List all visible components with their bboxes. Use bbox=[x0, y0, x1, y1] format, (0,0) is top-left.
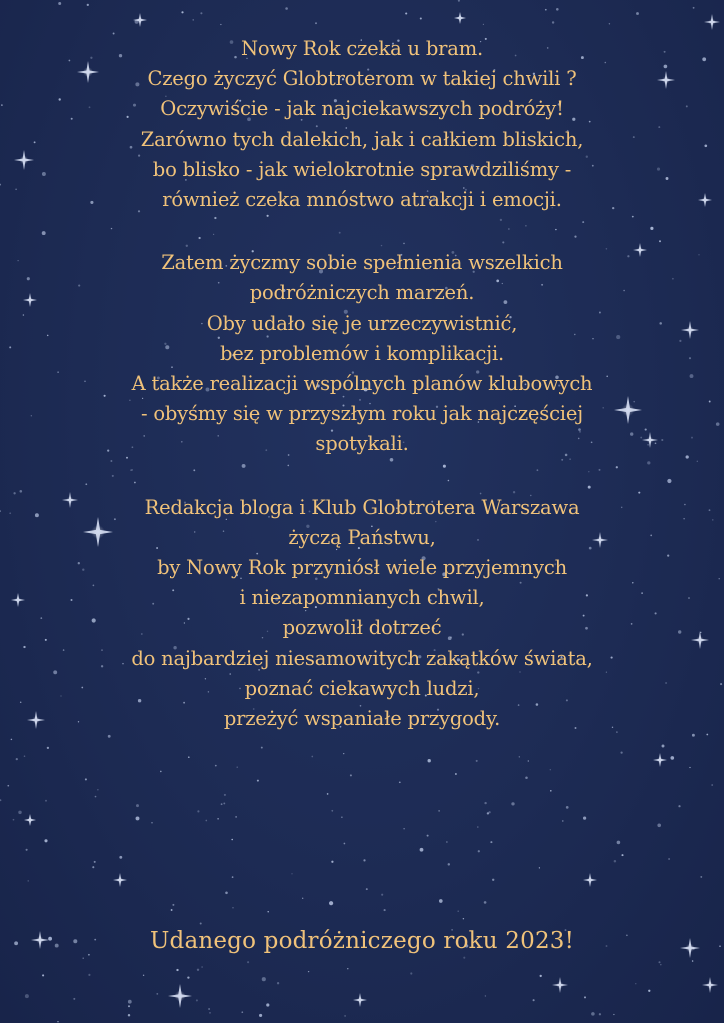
star-dot bbox=[438, 810, 439, 811]
star-dot bbox=[599, 1013, 601, 1015]
star-dot bbox=[172, 904, 174, 906]
star-dot bbox=[384, 909, 386, 911]
star-dot bbox=[552, 21, 554, 23]
star-dot bbox=[583, 817, 586, 820]
text-line: do najbardziej niesamowitych zakątków świata, bbox=[131, 646, 593, 670]
star-dot bbox=[94, 861, 96, 863]
star-dot bbox=[266, 1003, 269, 1006]
star-dot bbox=[241, 1011, 243, 1013]
star-dot bbox=[232, 876, 234, 878]
star-dot bbox=[11, 739, 13, 741]
star-dot bbox=[220, 24, 221, 25]
text-line: bez problemów i komplikacji. bbox=[219, 341, 505, 365]
star-dot bbox=[217, 818, 219, 820]
star-dot bbox=[458, 0, 460, 2]
sparkle-star-icon bbox=[653, 753, 667, 767]
star-dot bbox=[609, 23, 610, 24]
star-dot bbox=[439, 899, 443, 903]
star-dot bbox=[366, 888, 368, 890]
star-dot bbox=[16, 758, 18, 760]
star-dot bbox=[540, 975, 542, 977]
star-dot bbox=[156, 993, 158, 995]
star-dot bbox=[92, 866, 94, 868]
star-dot bbox=[556, 8, 559, 11]
text-line: Nowy Rok czeka u bram. bbox=[241, 37, 483, 60]
star-dot bbox=[621, 854, 623, 856]
star-dot bbox=[291, 873, 292, 874]
star-dot bbox=[678, 805, 680, 807]
star-dot bbox=[457, 910, 458, 911]
text-line: bo blisko - jak wielokrotnie sprawdziliśmy - bbox=[152, 157, 572, 181]
star-dot bbox=[485, 995, 486, 996]
star-dot bbox=[97, 789, 98, 790]
closing-wish: Udanego podróżniczego roku 2023! bbox=[149, 928, 575, 954]
star-dot bbox=[267, 911, 268, 912]
star-dot bbox=[45, 800, 47, 802]
text-line: Zatem życzmy sobie spełnienia wszelkich bbox=[161, 251, 563, 275]
star-dot bbox=[151, 822, 152, 823]
star-dot bbox=[18, 811, 21, 814]
text-line: poznać ciekawych ludzi, bbox=[244, 676, 480, 700]
star-dot bbox=[620, 751, 622, 753]
star-dot bbox=[87, 4, 89, 6]
sparkle-star-icon bbox=[552, 977, 568, 993]
star-dot bbox=[231, 839, 233, 841]
star-dot bbox=[670, 756, 674, 760]
star-dot bbox=[119, 856, 122, 859]
star-dot bbox=[550, 769, 551, 770]
star-dot bbox=[95, 796, 97, 798]
sparkle-star-icon bbox=[704, 14, 720, 30]
star-dot bbox=[193, 19, 194, 20]
star-dot bbox=[420, 848, 424, 852]
star-dot bbox=[484, 802, 486, 804]
text-line: pozwolił dotrzeć bbox=[282, 616, 442, 640]
star-dot bbox=[476, 760, 478, 762]
paragraph-1 bbox=[0, 34, 724, 215]
star-dot bbox=[47, 747, 49, 749]
sparkle-star-icon bbox=[583, 873, 597, 887]
text-line: Zarówno tych dalekich, jak i całkiem bliskich, bbox=[140, 127, 584, 151]
star-dot bbox=[259, 1014, 262, 1017]
star-dot bbox=[562, 820, 563, 821]
sparkle-star-icon bbox=[113, 873, 127, 887]
star-dot bbox=[225, 892, 228, 895]
star-dot bbox=[315, 22, 317, 24]
text-line: przeżyć wspaniałe przygody. bbox=[223, 707, 501, 731]
star-dot bbox=[484, 901, 487, 904]
sparkle-star-icon bbox=[454, 12, 466, 24]
star-dot bbox=[176, 969, 178, 971]
star-dot bbox=[617, 841, 621, 845]
sparkle-star-icon bbox=[353, 993, 367, 1007]
star-dot bbox=[700, 876, 702, 878]
greeting-text bbox=[0, 34, 724, 734]
star-dot bbox=[636, 12, 639, 15]
star-dot bbox=[24, 755, 26, 757]
star-dot bbox=[591, 1012, 595, 1016]
star-dot bbox=[262, 977, 266, 981]
star-dot bbox=[88, 974, 90, 976]
star-dot bbox=[711, 784, 713, 786]
star-dot bbox=[209, 1012, 210, 1013]
star-dot bbox=[662, 745, 665, 748]
sparkle-star-icon bbox=[702, 977, 718, 993]
star-dot bbox=[344, 843, 346, 845]
text-line: - obyśmy się w przyszłym roku jak najczęściej bbox=[140, 402, 584, 426]
star-dot bbox=[635, 983, 636, 984]
paragraph-2 bbox=[0, 248, 724, 459]
star-dot bbox=[28, 880, 29, 881]
star-dot bbox=[235, 816, 237, 818]
star-dot bbox=[344, 1015, 346, 1017]
paragraph-3 bbox=[0, 493, 724, 735]
star-dot bbox=[128, 1014, 130, 1016]
star-dot bbox=[171, 909, 173, 911]
star-dot bbox=[221, 803, 223, 805]
star-dot bbox=[478, 850, 480, 852]
star-dot bbox=[143, 975, 144, 976]
star-dot bbox=[566, 806, 569, 809]
star-dot bbox=[539, 867, 540, 868]
star-dot bbox=[188, 756, 190, 758]
star-dot bbox=[519, 756, 520, 757]
star-dot bbox=[363, 859, 365, 861]
star-dot bbox=[455, 773, 457, 775]
star-dot bbox=[420, 17, 422, 19]
star-dot bbox=[492, 879, 494, 881]
star-dot bbox=[223, 802, 225, 804]
star-dot bbox=[463, 918, 464, 919]
star-dot bbox=[329, 901, 333, 905]
star-dot bbox=[108, 735, 111, 738]
star-dot bbox=[657, 823, 661, 827]
star-dot bbox=[73, 998, 75, 1000]
text-line: życzą Państwu, bbox=[288, 525, 436, 549]
star-dot bbox=[403, 828, 404, 829]
sparkle-star-icon bbox=[168, 984, 192, 1008]
sparkle-star-icon bbox=[133, 13, 147, 27]
star-dot bbox=[689, 767, 690, 768]
star-dot bbox=[160, 771, 162, 773]
star-dot bbox=[201, 966, 203, 968]
text-line: spotykali. bbox=[315, 432, 409, 456]
star-dot bbox=[448, 863, 450, 865]
text-line: by Nowy Rok przyniósł wiele przyjemnych bbox=[157, 556, 567, 580]
star-dot bbox=[237, 767, 238, 768]
paragraph-gap bbox=[0, 460, 724, 493]
star-dot bbox=[58, 2, 61, 5]
star-dot bbox=[350, 774, 352, 776]
star-dot bbox=[525, 777, 528, 780]
star-dot bbox=[247, 961, 249, 963]
star-dot bbox=[331, 810, 333, 812]
star-dot bbox=[658, 961, 660, 963]
star-dot bbox=[428, 759, 431, 762]
text-line: Czego życzyć Globtroterom w takiej chwili ? bbox=[147, 67, 577, 91]
star-dot bbox=[410, 972, 412, 974]
star-dot bbox=[327, 793, 329, 795]
star-dot bbox=[311, 756, 313, 758]
star-dot bbox=[285, 7, 288, 10]
star-dot bbox=[528, 760, 529, 761]
star-dot bbox=[584, 996, 586, 998]
star-dot bbox=[224, 794, 226, 796]
star-dot bbox=[197, 810, 199, 812]
star-dot bbox=[308, 971, 309, 972]
star-dot bbox=[197, 969, 199, 971]
star-dot bbox=[208, 1008, 210, 1010]
star-dot bbox=[692, 960, 694, 962]
text-line: i niezapomnianych chwil, bbox=[239, 586, 485, 610]
star-dot bbox=[490, 841, 492, 843]
star-dot bbox=[261, 747, 263, 749]
star-dot bbox=[427, 835, 429, 837]
star-dot bbox=[693, 7, 695, 9]
sparkle-star-icon bbox=[24, 814, 36, 826]
star-dot bbox=[205, 820, 207, 822]
star-dot bbox=[136, 804, 139, 807]
star-dot bbox=[347, 968, 348, 969]
star-dot bbox=[341, 817, 342, 818]
star-dot bbox=[13, 819, 15, 821]
star-dot bbox=[343, 753, 344, 754]
star-dot bbox=[7, 785, 9, 787]
star-dot bbox=[232, 907, 233, 908]
star-dot bbox=[57, 1021, 58, 1022]
text-line: podróżniczych marzeń. bbox=[249, 281, 475, 305]
star-dot bbox=[533, 999, 535, 1001]
star-dot bbox=[477, 826, 479, 828]
star-dot bbox=[25, 994, 29, 998]
star-dot bbox=[85, 778, 87, 780]
star-dot bbox=[302, 898, 303, 899]
star-dot bbox=[26, 849, 28, 851]
star-dot bbox=[0, 799, 1, 801]
star-dot bbox=[128, 1000, 132, 1004]
star-dot bbox=[215, 765, 217, 767]
paragraph-gap bbox=[0, 215, 724, 248]
star-dot bbox=[511, 802, 514, 805]
text-line: również czeka mnóstwo atrakcji i emocji. bbox=[162, 188, 562, 212]
star-dot bbox=[128, 1005, 130, 1007]
star-dot bbox=[196, 999, 198, 1001]
star-dot bbox=[331, 861, 333, 863]
star-dot bbox=[399, 781, 401, 783]
star-dot bbox=[200, 12, 202, 14]
star-dot bbox=[277, 982, 279, 984]
text-line: Redakcja bloga i Klub Globtrotera Warszawa bbox=[144, 495, 580, 519]
text-line: A także realizacji wspólnych planów klubowych bbox=[131, 372, 593, 396]
star-dot bbox=[487, 812, 489, 814]
text-line: Oby udało się je urzeczywistnić, bbox=[206, 311, 518, 335]
star-dot bbox=[381, 894, 383, 896]
text-line: Oczywiście - jak najciekawszych podróży! bbox=[160, 97, 564, 121]
star-dot bbox=[446, 841, 447, 842]
star-dot bbox=[648, 990, 650, 992]
star-dot bbox=[545, 9, 547, 11]
star-dot bbox=[660, 964, 662, 966]
star-dot bbox=[614, 860, 616, 862]
star-dot bbox=[187, 976, 189, 978]
star-dot bbox=[44, 839, 47, 842]
star-dot bbox=[668, 858, 670, 860]
star-dot bbox=[613, 1014, 614, 1015]
star-dot bbox=[136, 816, 140, 820]
star-dot bbox=[181, 11, 183, 13]
star-dot bbox=[550, 790, 552, 792]
star-dot bbox=[405, 12, 407, 14]
star-dot bbox=[257, 780, 259, 782]
star-dot bbox=[42, 974, 44, 976]
star-dot bbox=[483, 24, 484, 25]
